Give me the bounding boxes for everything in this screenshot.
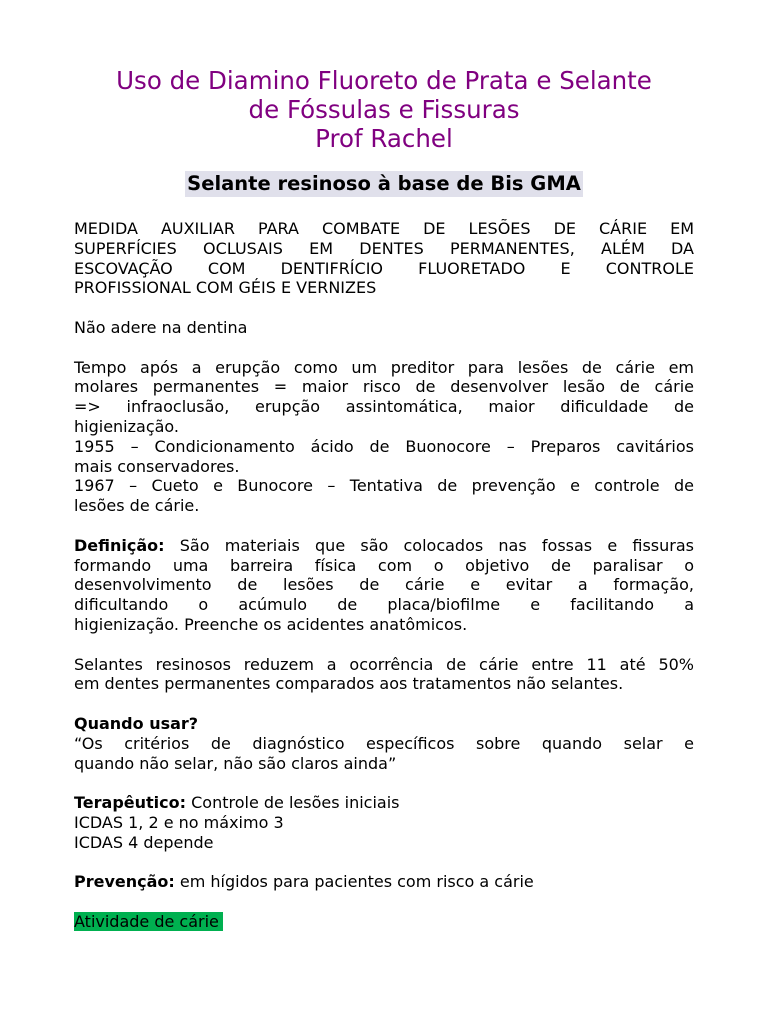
definition-paragraph [74,536,694,635]
text-line: lesões de cárie. [74,496,200,516]
prevention-label: Prevenção: [74,872,175,892]
text-line: mais conservadores. [74,456,240,476]
text-line: molares permanentes = maior risco de desenvolver lesão de cárie [74,377,694,397]
text-line: em dentes permanentes comparados aos tratamentos não selantes. [74,674,624,694]
intro-paragraph [74,219,694,298]
prevention-text: em hígidos para pacientes com risco a cárie [174,872,534,892]
history-1967-paragraph [74,476,694,516]
definition-label: Definição: [74,535,165,555]
reduction-paragraph [74,655,694,695]
document-title [74,66,694,153]
text-line [74,536,694,556]
definition-text: São materiais que são colocados nas fossas e fissuras [164,535,694,555]
text-line: Tempo após a erupção como um preditor para lesões de cárie em [74,357,694,377]
title-line: Uso de Diamino Fluoreto de Prata e Selante [116,66,652,95]
text-line: dificultando o acúmulo de placa/biofilme e facilitando a [74,595,694,615]
section-heading-wrap [74,171,694,197]
activity-paragraph [74,912,694,932]
text-line: higienização. Preenche os acidentes anatômicos. [74,614,468,634]
therapeutic-paragraph [74,793,694,813]
text-line: desenvolvimento de lesões de cárie e evitar a formação, [74,575,694,595]
therapeutic-text: Controle de lesões iniciais [186,793,400,813]
section-heading: Selante resinoso à base de Bis GMA [187,172,581,195]
text-line: 1967 – Cueto e Bunocore – Tentativa de prevenção e controle de [74,476,694,496]
icdas-line: ICDAS 1, 2 e no máximo 3 [74,812,284,832]
text-line: 1955 – Condicionamento ácido de Buonocore – Preparos cavitários [74,436,694,456]
text-line: “Os critérios de diagnóstico específicos sobre quando selar e [74,733,694,753]
title-line: de Fóssulas e Fissuras [248,95,520,124]
text-line: quando não selar, não são claros ainda” [74,753,397,773]
therapeutic-label: Terapêutico: [74,793,187,813]
title-author: Prof Rachel [315,124,453,153]
text-line: MEDIDA AUXILIAR PARA COMBATE DE LESÕES DE CÁRIE EM [74,219,694,238]
history-1955-paragraph [74,437,694,477]
no-adhere-paragraph: Não adere na dentina [74,317,248,337]
prevention-paragraph [74,872,694,892]
text-line: higienização. [74,416,180,436]
text-line: => infraoclusão, erupção assintomática, maior dificuldade de [74,397,694,417]
text-line: Selantes resinosos reduzem a ocorrência de cárie entre 11 até 50% [74,654,694,674]
text-line: ESCOVAÇÃO COM DENTIFRÍCIO FLUORETADO E CONTROLE [74,258,694,278]
eruption-paragraph [74,358,694,437]
text-line: formando uma barreira física com o objetivo de paralisar o [74,555,694,575]
when-to-use-heading: Quando usar? [74,713,199,733]
icdas-line: ICDAS 4 depende [74,832,214,852]
activity-highlight: Atividade de cárie [74,912,223,931]
text-line: PROFISSIONAL COM GÉIS E VERNIZES [74,278,377,298]
text-line: SUPERFÍCIES OCLUSAIS EM DENTES PERMANENTES, ALÉM DA [74,238,694,258]
when-to-use-quote [74,734,694,774]
